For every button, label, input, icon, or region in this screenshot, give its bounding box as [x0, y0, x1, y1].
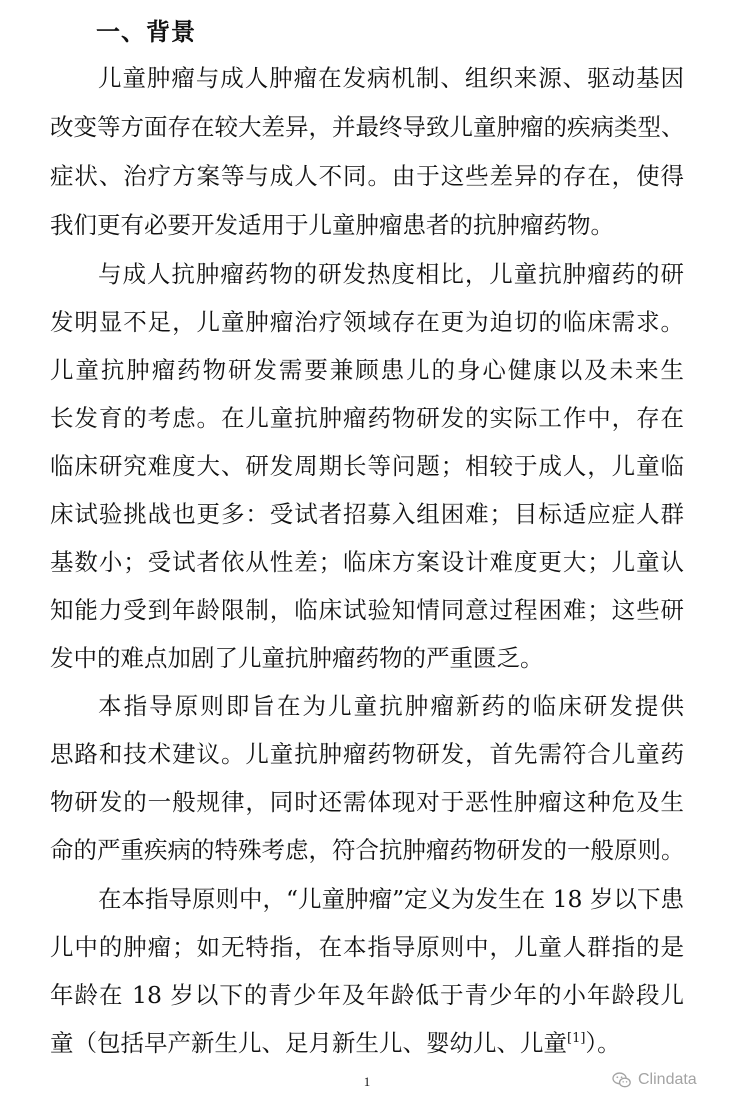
paragraph-3-line-2: 思路和技术建议。儿童抗肿瘤药物研发，首先需符合儿童药 — [50, 740, 684, 768]
section-heading: 一、背景 — [96, 18, 196, 46]
paragraph-3-line-1: 本指导原则即旨在为儿童抗肿瘤新药的临床研发提供 — [98, 692, 684, 720]
paragraph-2-line-4: 长发育的考虑。在儿童抗肿瘤药物研发的实际工作中，存在 — [50, 404, 684, 432]
paragraph-4-ending: ）。 — [585, 1029, 621, 1057]
paragraph-1-line-3: 症状、治疗方案等与成人不同。由于这些差异的存在，使得 — [50, 162, 684, 190]
paragraph-2-line-1: 与成人抗肿瘤药物的研发热度相比，儿童抗肿瘤药的研 — [98, 260, 684, 288]
paragraph-4-line-4-text: 童（包括早产新生儿、足月新生儿、婴幼儿、儿童 — [50, 1029, 567, 1057]
page-number: 1 — [363, 1074, 371, 1089]
paragraph-2-line-3: 儿童抗肿瘤药物研发需要兼顾患儿的身心健康以及未来生 — [50, 356, 684, 384]
watermark-text: Clindata — [638, 1071, 697, 1088]
paragraph-2-line-5: 临床研究难度大、研发周期长等问题；相较于成人，儿童临 — [50, 452, 684, 480]
citation-reference[interactable]: [1] — [567, 1031, 586, 1047]
paragraph-1-line-2: 改变等方面存在较大差异，并最终导致儿童肿瘤的疾病类型、 — [50, 113, 684, 141]
paragraph-1-line-1: 儿童肿瘤与成人肿瘤在发病机制、组织来源、驱动基因 — [98, 64, 684, 92]
paragraph-3-line-4: 命的严重疾病的特殊考虑，符合抗肿瘤药物研发的一般原则。 — [50, 836, 684, 864]
paragraph-2-line-9: 发中的难点加剧了儿童抗肿瘤药物的严重匮乏。 — [50, 644, 544, 672]
paragraph-4-line-4 — [50, 1021, 684, 1065]
paragraph-2-line-2: 发明显不足，儿童肿瘤治疗领域存在更为迫切的临床需求。 — [50, 308, 684, 336]
paragraph-4-line-1: 在本指导原则中，“儿童肿瘤”定义为发生在 18 岁以下患 — [98, 885, 684, 913]
paragraph-1-line-4: 我们更有必要开发适用于儿童肿瘤患者的抗肿瘤药物。 — [50, 211, 614, 239]
paragraph-2-line-8: 知能力受到年龄限制，临床试验知情同意过程困难；这些研 — [50, 596, 684, 624]
paragraph-2-line-7: 基数小；受试者依从性差；临床方案设计难度更大；儿童认 — [50, 548, 684, 576]
paragraph-3-line-3: 物研发的一般规律，同时还需体现对于恶性肿瘤这种危及生 — [50, 788, 684, 816]
paragraph-2-line-6: 床试验挑战也更多：受试者招募入组困难；目标适应症人群 — [50, 500, 684, 528]
watermark — [612, 1067, 697, 1093]
wechat-icon — [612, 1071, 632, 1089]
paragraph-4-line-3: 年龄在 18 岁以下的青少年及年龄低于青少年的小年龄段儿 — [50, 981, 684, 1009]
paragraph-4-line-2: 儿中的肿瘤；如无特指，在本指导原则中，儿童人群指的是 — [50, 933, 684, 961]
